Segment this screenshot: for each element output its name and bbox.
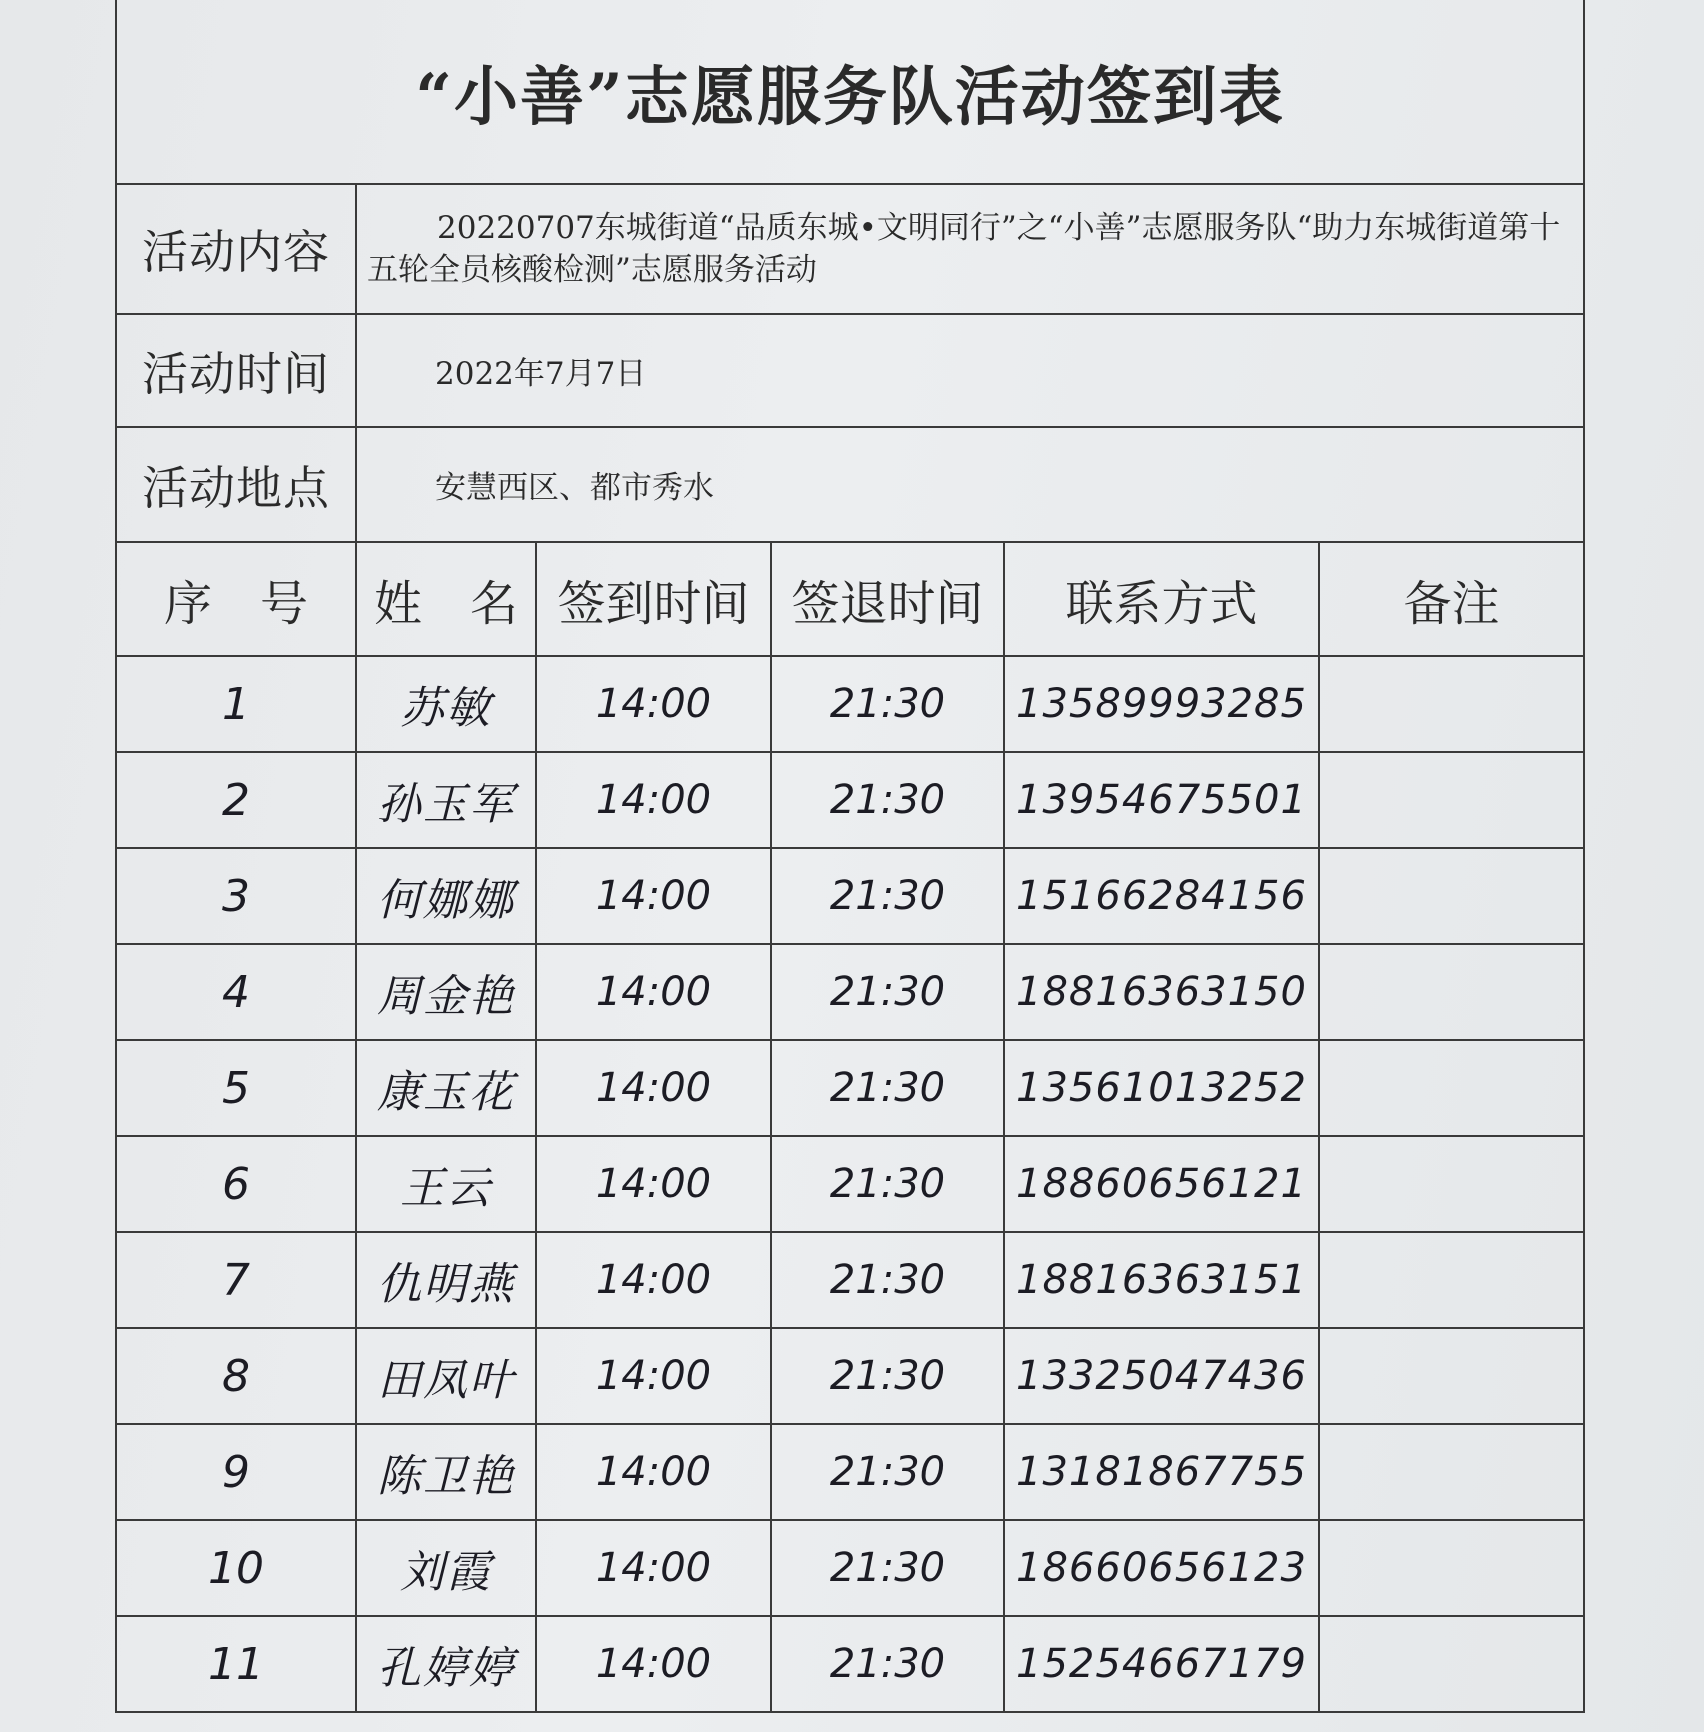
row-index: 9 [116,1424,356,1520]
row-index: 10 [116,1520,356,1616]
row-checkout-time: 21:30 [771,1136,1004,1232]
row-checkout-time: 21:30 [771,656,1004,752]
row-checkin-time: 14:00 [536,1520,771,1616]
title-row [116,0,1584,184]
row-index: 8 [116,1328,356,1424]
row-checkin-time: 14:00 [536,1424,771,1520]
row-name: 康玉花 [356,1040,536,1136]
row-remark [1319,1616,1584,1712]
table-row [116,1424,1584,1520]
table-row [116,1232,1584,1328]
row-remark [1319,656,1584,752]
row-contact: 13589993285 [1004,656,1319,752]
row-checkout-time: 21:30 [771,1616,1004,1712]
table-row [116,1520,1584,1616]
row-checkout-time: 21:30 [771,752,1004,848]
row-remark [1319,1328,1584,1424]
row-name: 仇明燕 [356,1232,536,1328]
row-checkout-time: 21:30 [771,1520,1004,1616]
row-checkout-time: 21:30 [771,848,1004,944]
table-row [116,1616,1584,1712]
content-row [116,184,1584,314]
row-checkin-time: 14:00 [536,752,771,848]
row-checkin-time: 14:00 [536,1040,771,1136]
row-remark [1319,752,1584,848]
row-checkin-time: 14:00 [536,1232,771,1328]
table-row [116,848,1584,944]
rows-body [116,656,1584,1712]
row-checkin-time: 14:00 [536,944,771,1040]
row-checkout-time: 21:30 [771,1424,1004,1520]
row-index: 2 [116,752,356,848]
row-checkin-time: 14:00 [536,1328,771,1424]
content-value: 20220707东城街道“品质东城•文明同行”之“小善”志愿服务队“助力东城街道第十五轮全员核酸检测”志愿服务活动 [356,184,1584,314]
row-remark [1319,848,1584,944]
row-remark [1319,1040,1584,1136]
place-value: 安慧西区、都市秀水 [356,427,1584,542]
row-index: 6 [116,1136,356,1232]
time-value: 2022年7月7日 [356,314,1584,427]
row-remark [1319,1520,1584,1616]
row-remark [1319,1136,1584,1232]
table-row [116,944,1584,1040]
row-contact: 18660656123 [1004,1520,1319,1616]
row-name: 田凤叶 [356,1328,536,1424]
row-contact: 18816363151 [1004,1232,1319,1328]
row-index: 11 [116,1616,356,1712]
time-row [116,314,1584,427]
row-checkin-time: 14:00 [536,848,771,944]
table-row [116,1136,1584,1232]
col-contact-header: 联系方式 [1004,542,1319,656]
row-remark [1319,1424,1584,1520]
row-name: 孔婷婷 [356,1616,536,1712]
row-contact: 15254667179 [1004,1616,1319,1712]
row-checkin-time: 14:00 [536,1616,771,1712]
row-index: 7 [116,1232,356,1328]
row-remark [1319,1232,1584,1328]
row-checkout-time: 21:30 [771,1232,1004,1328]
row-contact: 15166284156 [1004,848,1319,944]
sign-in-table [115,0,1585,1713]
row-checkin-time: 14:00 [536,1136,771,1232]
time-label: 活动时间 [116,314,356,427]
col-name-header: 姓 名 [356,542,536,656]
col-checkin-header: 签到时间 [536,542,771,656]
row-index: 4 [116,944,356,1040]
col-checkout-header: 签退时间 [771,542,1004,656]
form-title: “小善”志愿服务队活动签到表 [116,0,1584,184]
row-contact: 18816363150 [1004,944,1319,1040]
col-index-header: 序 号 [116,542,356,656]
row-name: 周金艳 [356,944,536,1040]
row-contact: 13954675501 [1004,752,1319,848]
place-row [116,427,1584,542]
col-remark-header: 备注 [1319,542,1584,656]
row-index: 1 [116,656,356,752]
table-row [116,1328,1584,1424]
content-label: 活动内容 [116,184,356,314]
row-contact: 13325047436 [1004,1328,1319,1424]
row-checkout-time: 21:30 [771,1328,1004,1424]
place-label: 活动地点 [116,427,356,542]
row-checkin-time: 14:00 [536,656,771,752]
row-remark [1319,944,1584,1040]
row-name: 王云 [356,1136,536,1232]
table-row [116,1040,1584,1136]
row-checkout-time: 21:30 [771,944,1004,1040]
table-row [116,752,1584,848]
header-row [116,542,1584,656]
row-index: 3 [116,848,356,944]
row-name: 何娜娜 [356,848,536,944]
row-checkout-time: 21:30 [771,1040,1004,1136]
row-contact: 13561013252 [1004,1040,1319,1136]
row-contact: 13181867755 [1004,1424,1319,1520]
row-name: 陈卫艳 [356,1424,536,1520]
row-name: 孙玉军 [356,752,536,848]
row-name: 刘霞 [356,1520,536,1616]
row-name: 苏敏 [356,656,536,752]
row-index: 5 [116,1040,356,1136]
table-row [116,656,1584,752]
row-contact: 18860656121 [1004,1136,1319,1232]
